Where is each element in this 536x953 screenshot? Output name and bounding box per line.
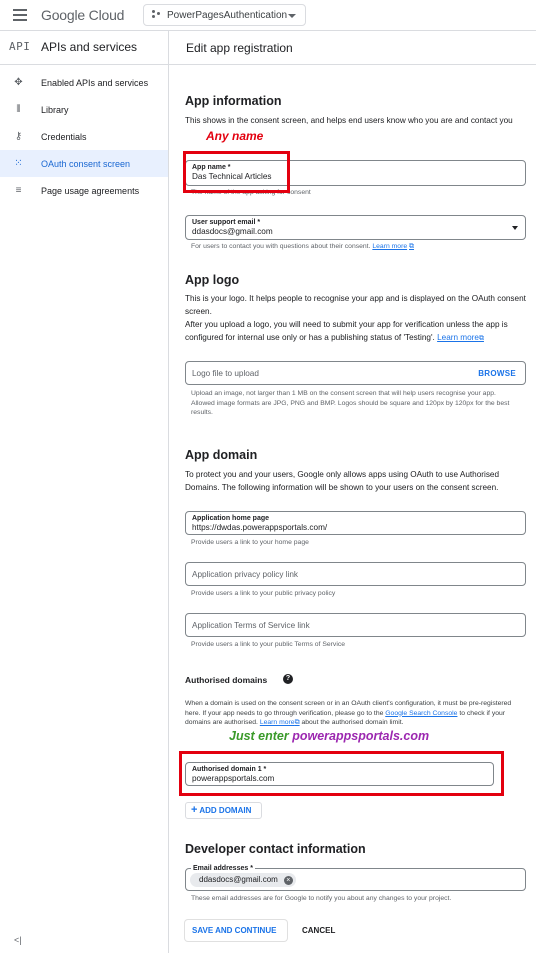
sidebar-header — [0, 31, 168, 65]
top-bar — [0, 0, 536, 31]
logo-upload-placeholder: Logo file to upload — [192, 369, 259, 378]
home-page-field[interactable] — [185, 511, 526, 535]
support-email-value: ddasdocs@gmail.com — [192, 227, 273, 236]
app-logo-desc-2 — [185, 319, 527, 345]
home-page-value: https://dwdas.powerappsportals.com/ — [192, 523, 328, 532]
app-info-heading: App information — [185, 94, 282, 108]
app-domain-desc: To protect you and your users, Google only allows apps using OAuth to use Authorised Domains. The following information will be shown to your users on the consent screen. — [185, 470, 500, 492]
settings-list-icon: ≡ — [15, 185, 22, 196]
email-chip-text: ddasdocs@gmail.com — [199, 875, 278, 884]
sidebar — [0, 31, 169, 953]
chevron-down-icon — [288, 14, 296, 18]
logo-upload-help: Upload an image, not larger than 1 MB on the consent screen that will help users recognise your app. Allowed image formats are JPG, PNG and BMP. Logos should be square and 120px by 120px for the best results. — [191, 390, 510, 416]
save-and-continue-button[interactable]: SAVE AND CONTINUE — [185, 920, 287, 941]
learn-more-link[interactable]: Learn more — [259, 719, 295, 726]
external-link-icon: ⧉ — [294, 719, 300, 726]
authorised-domain-label: Authorised domain 1 * — [192, 766, 267, 773]
library-icon: ⦀ — [16, 104, 21, 115]
main-content — [169, 65, 536, 953]
page-title: Edit app registration — [186, 41, 293, 55]
authorised-domains-heading: Authorised domains — [185, 675, 268, 685]
authorised-domains-desc — [185, 699, 525, 728]
search-console-link[interactable]: Google Search Console — [385, 709, 458, 717]
app-domain-heading: App domain — [185, 448, 258, 462]
email-addresses-field[interactable] — [185, 865, 526, 891]
annotation-any-name: Any name — [206, 129, 264, 143]
sidebar-item-enabled-apis[interactable] — [0, 69, 168, 96]
collapse-sidebar-button[interactable]: <| — [14, 935, 22, 945]
project-name: PowerPagesAuthentication — [167, 10, 288, 21]
key-icon: ⚷ — [14, 131, 23, 142]
authorised-domains-desc-2: to check if your domains are authorised. — [185, 709, 506, 726]
logo-cloud: Cloud — [88, 7, 125, 23]
authorised-domain-value: powerappsportals.com — [192, 774, 275, 783]
apis-icon: ✥ — [14, 77, 23, 88]
home-page-label: Application home page — [192, 515, 270, 522]
learn-more-link[interactable]: Learn more — [437, 332, 479, 342]
annotation-just-enter — [229, 729, 429, 743]
privacy-policy-help: Provide users a link to your public privacy policy — [191, 590, 336, 597]
support-email-help — [191, 242, 414, 252]
support-email-select[interactable] — [185, 215, 526, 240]
email-chip — [190, 873, 296, 887]
sidebar-item-oauth-consent[interactable] — [0, 150, 168, 177]
support-email-help-text: For users to contact you with questions about their consent. — [191, 243, 371, 250]
sidebar-item-label: Credentials — [41, 132, 87, 142]
authorised-domains-desc-1: When a domain is used on the consent screen or in an OAuth client's configuration, it must be pre-registered here. If your app needs to go through verification, please go to the — [185, 700, 512, 717]
sidebar-item-page-usage[interactable] — [0, 177, 168, 204]
sidebar-item-label: Enabled APIs and services — [41, 78, 149, 88]
remove-chip-icon[interactable]: × — [284, 876, 293, 885]
app-logo-desc-2-text: After you upload a logo, you will need to submit your app for verification unless the app is configured for internal use only or has a publishing status of 'Testing'. — [185, 320, 508, 342]
app-logo-desc-1: This is your logo. It helps people to recognise your app and is displayed on the OAuth consent screen. — [185, 294, 526, 316]
app-info-desc: This shows in the consent screen, and helps end users know who you are and contact you — [185, 116, 513, 125]
cancel-button[interactable]: CANCEL — [302, 926, 336, 935]
project-icon — [152, 10, 162, 20]
plus-icon: + — [191, 804, 198, 816]
email-addresses-help: These email addresses are for Google to notify you about any changes to your project. — [191, 895, 452, 902]
authorised-domains-desc-3: about the authorised domain limit. — [301, 719, 404, 726]
sidebar-item-label: Library — [41, 105, 69, 115]
external-link-icon: ⧉ — [409, 243, 415, 250]
privacy-policy-field[interactable] — [185, 562, 526, 586]
add-domain-label: ADD DOMAIN — [199, 806, 252, 815]
annotation-just-enter-prefix: Just enter — [229, 729, 289, 743]
terms-of-service-field[interactable] — [185, 613, 526, 637]
logo-upload-field[interactable] — [185, 361, 526, 385]
developer-contact-heading: Developer contact information — [185, 842, 366, 856]
project-selector[interactable] — [143, 4, 306, 26]
highlight-authorised-domain — [179, 751, 504, 796]
home-page-help: Provide users a link to your home page — [191, 539, 309, 546]
external-link-icon: ⧉ — [478, 334, 484, 342]
app-logo-heading: App logo — [185, 273, 240, 287]
add-domain-button[interactable] — [185, 802, 262, 819]
chevron-down-icon — [512, 226, 518, 230]
app-name-value: Das Technical Articles — [192, 172, 272, 181]
highlight-app-name — [183, 151, 290, 193]
learn-more-link[interactable]: Learn more — [372, 243, 408, 250]
google-cloud-logo[interactable] — [41, 7, 124, 23]
email-addresses-label: Email addresses * — [193, 865, 253, 872]
help-icon[interactable]: ? — [283, 674, 293, 684]
sidebar-title: APIs and services — [41, 40, 138, 54]
app-name-help: The name of the app asking for consent — [191, 189, 311, 196]
page-header — [169, 31, 536, 65]
api-badge: API — [9, 40, 31, 53]
sidebar-item-label: OAuth consent screen — [41, 159, 131, 169]
support-email-label: User support email * — [192, 219, 261, 226]
sidebar-item-credentials[interactable] — [0, 123, 168, 150]
sidebar-item-label: Page usage agreements — [41, 186, 140, 196]
annotation-just-enter-domain: powerappsportals.com — [292, 729, 430, 743]
consent-icon: ⁙ — [14, 158, 23, 169]
sidebar-item-library[interactable] — [0, 96, 168, 123]
terms-of-service-placeholder: Application Terms of Service link — [192, 621, 310, 630]
terms-of-service-help: Provide users a link to your public Terms of Service — [191, 641, 346, 648]
privacy-policy-placeholder: Application privacy policy link — [192, 570, 299, 579]
browse-button[interactable]: BROWSE — [478, 369, 516, 378]
logo-google: Google — [41, 7, 85, 23]
menu-icon[interactable] — [13, 9, 27, 21]
app-name-label: App name * — [192, 164, 231, 171]
